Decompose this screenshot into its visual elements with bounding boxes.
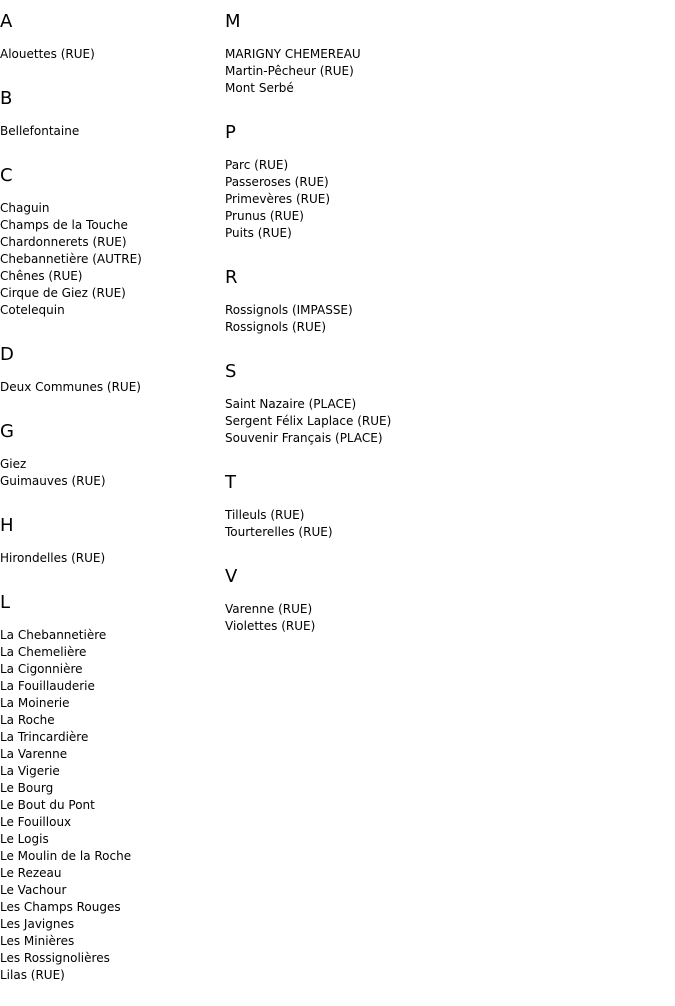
letter-heading: R xyxy=(225,267,238,288)
street-link[interactable]: Martin-Pêcheur (RUE) xyxy=(225,64,354,78)
street-link[interactable]: Le Fouilloux xyxy=(0,815,72,829)
street-link[interactable]: Champs de la Touche xyxy=(0,218,128,232)
letter-group-l xyxy=(0,589,220,984)
street-link[interactable]: Tourterelles (RUE) xyxy=(225,525,333,539)
letter-heading: C xyxy=(0,165,13,186)
street-list xyxy=(0,200,220,319)
street-link[interactable]: Cotelequin xyxy=(0,303,65,317)
street-list xyxy=(0,550,220,567)
street-link[interactable]: Guimauves (RUE) xyxy=(0,474,106,488)
street-list xyxy=(225,157,665,242)
street-link[interactable]: Puits (RUE) xyxy=(225,226,292,240)
street-link[interactable]: Saint Nazaire (PLACE) xyxy=(225,397,357,411)
street-list xyxy=(225,507,665,541)
street-link[interactable]: Primevères (RUE) xyxy=(225,192,331,206)
street-link[interactable]: Varenne (RUE) xyxy=(225,602,313,616)
street-link[interactable]: La Cigonnière xyxy=(0,662,83,676)
letter-heading: B xyxy=(0,88,13,109)
letter-group-a xyxy=(0,8,220,63)
street-link[interactable]: Le Bourg xyxy=(0,781,54,795)
street-link[interactable]: Prunus (RUE) xyxy=(225,209,304,223)
street-link[interactable]: Souvenir Français (PLACE) xyxy=(225,431,383,445)
street-link[interactable]: Bellefontaine xyxy=(0,124,80,138)
letter-heading: S xyxy=(225,361,237,382)
letter-group-v xyxy=(225,563,665,635)
street-list xyxy=(225,396,665,447)
street-link[interactable]: Rossignols (RUE) xyxy=(225,320,327,334)
street-link[interactable]: MARIGNY CHEMEREAU xyxy=(225,47,361,61)
letter-group-b xyxy=(0,85,220,140)
letter-group-m xyxy=(225,8,665,97)
street-link[interactable]: Chardonnerets (RUE) xyxy=(0,235,127,249)
letter-group-p xyxy=(225,119,665,242)
street-index-right-column xyxy=(225,8,665,657)
street-link[interactable]: La Varenne xyxy=(0,747,68,761)
street-list xyxy=(225,302,665,336)
letter-heading: M xyxy=(225,11,241,32)
street-link[interactable]: La Trincardière xyxy=(0,730,89,744)
street-link[interactable]: Sergent Félix Laplace (RUE) xyxy=(225,414,392,428)
letter-heading: T xyxy=(225,472,236,493)
street-list xyxy=(225,601,665,635)
street-link[interactable]: Les Rossignolières xyxy=(0,951,110,965)
street-index-left-column xyxy=(0,8,220,1006)
letter-group-d xyxy=(0,341,220,396)
street-list xyxy=(225,46,665,97)
street-link[interactable]: Cirque de Giez (RUE) xyxy=(0,286,126,300)
street-link[interactable]: Les Javignes xyxy=(0,917,75,931)
street-link[interactable]: Deux Communes (RUE) xyxy=(0,380,141,394)
street-link[interactable]: Le Moulin de la Roche xyxy=(0,849,132,863)
street-list xyxy=(0,379,220,396)
street-link[interactable]: Lilas (RUE) xyxy=(0,968,65,982)
letter-group-c xyxy=(0,162,220,319)
street-link[interactable]: Le Vachour xyxy=(0,883,67,897)
street-link[interactable]: La Fouillauderie xyxy=(0,679,95,693)
street-link[interactable]: Le Bout du Pont xyxy=(0,798,95,812)
letter-group-t xyxy=(225,469,665,541)
street-link[interactable]: Chaguin xyxy=(0,201,50,215)
street-link[interactable]: Chênes (RUE) xyxy=(0,269,83,283)
letter-heading: L xyxy=(0,592,11,613)
street-link[interactable]: Rossignols (IMPASSE) xyxy=(225,303,353,317)
street-link[interactable]: Les Minières xyxy=(0,934,75,948)
street-link[interactable]: Violettes (RUE) xyxy=(225,619,316,633)
letter-group-g xyxy=(0,418,220,490)
letter-heading: G xyxy=(0,421,14,442)
letter-heading: P xyxy=(225,122,236,143)
letter-heading: A xyxy=(0,11,13,32)
letter-heading: H xyxy=(0,515,14,536)
street-link[interactable]: Le Rezeau xyxy=(0,866,62,880)
letter-group-r xyxy=(225,264,665,336)
street-list xyxy=(0,123,220,140)
street-link[interactable]: La Roche xyxy=(0,713,55,727)
letter-heading: V xyxy=(225,566,238,587)
street-link[interactable]: La Chemelière xyxy=(0,645,87,659)
street-link[interactable]: Alouettes (RUE) xyxy=(0,47,95,61)
letter-group-h xyxy=(0,512,220,567)
street-link[interactable]: Les Champs Rouges xyxy=(0,900,121,914)
letter-heading: D xyxy=(0,344,14,365)
street-link[interactable]: Tilleuls (RUE) xyxy=(225,508,305,522)
street-link[interactable]: La Chebannetière xyxy=(0,628,107,642)
street-link[interactable]: Parc (RUE) xyxy=(225,158,289,172)
street-list xyxy=(0,46,220,63)
street-link[interactable]: Hirondelles (RUE) xyxy=(0,551,106,565)
street-list xyxy=(0,627,220,984)
street-link[interactable]: La Vigerie xyxy=(0,764,60,778)
street-list xyxy=(0,456,220,490)
letter-group-s xyxy=(225,358,665,447)
street-link[interactable]: Chebannetière (AUTRE) xyxy=(0,252,142,266)
street-link[interactable]: Giez xyxy=(0,457,27,471)
street-link[interactable]: Mont Serbé xyxy=(225,81,294,95)
street-link[interactable]: Passeroses (RUE) xyxy=(225,175,329,189)
street-link[interactable]: La Moinerie xyxy=(0,696,70,710)
street-link[interactable]: Le Logis xyxy=(0,832,49,846)
